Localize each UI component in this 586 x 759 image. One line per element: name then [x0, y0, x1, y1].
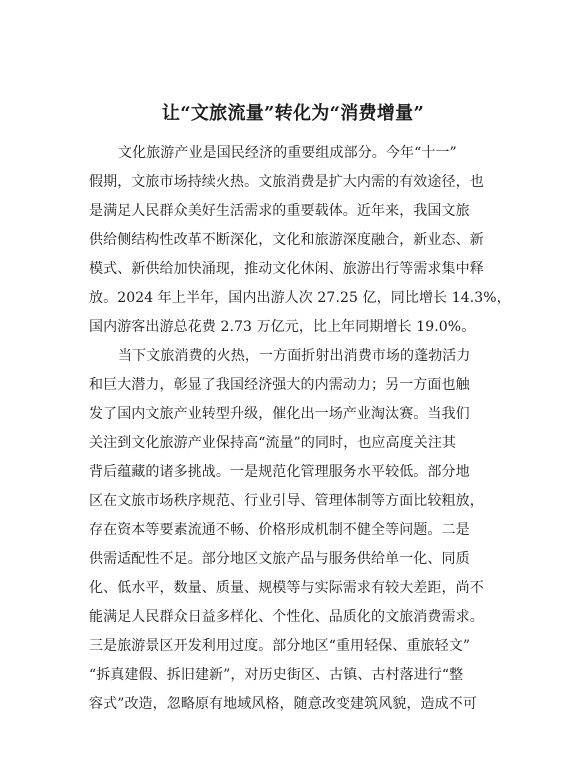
paragraph-2-line: 当下文旅消费的火热，一方面折射出消费市场的蓬勃活力 — [118, 348, 471, 364]
paragraph-1-line: 供给侧结构性改革不断深化，文化和旅游深度融合，新业态、新 — [89, 232, 484, 248]
paragraph-2-line: 区在文旅市场秩序规范、行业引导、管理体制等方面比较粗放， — [89, 493, 484, 509]
paragraph-1-line: 模式、新供给加快涌现，推动文化休闲、旅游出行等需求集中释 — [89, 261, 484, 277]
paragraph-1-line: 文化旅游产业是国民经济的重要组成部分。今年“十一” — [118, 145, 457, 161]
paragraph-2-line: 供需适配性不足。部分地区文旅产品与服务供给单一化、同质 — [89, 551, 470, 567]
paragraph-1-line: 放。2024 年上半年，国内出游人次 27.25 亿，同比增长 14.3%， — [89, 290, 511, 306]
paragraph-1-line: 是满足人民群众美好生活需求的重要载体。近年来，我国文旅 — [89, 203, 470, 219]
paragraph-2-line: 关注到文化旅游产业保持高“流量”的同时，也应高度关注其 — [89, 435, 457, 451]
paragraph-2-line: “拆真建假、拆旧建新”，对历史街区、古镇、古村落进行“整 — [89, 667, 464, 683]
paragraph-1-line: 国内游客出游总花费 2.73 万亿元，比上年同期增长 19.0%。 — [89, 319, 476, 335]
paragraph-2-line: 化、低水平，数量、质量、规模等与实际需求有较大差距，尚不 — [89, 580, 484, 596]
paragraph-2-line: 背后蕴藏的诸多挑战。一是规范化管理服务水平较低。部分地 — [89, 464, 470, 480]
paragraph-2-line: 能满足人民群众日益多样化、个性化、品质化的文旅消费需求。 — [89, 609, 484, 625]
paragraph-1-line: 假期，文旅市场持续火热。文旅消费是扩大内需的有效途径，也 — [89, 174, 484, 190]
paragraph-2-line: 和巨大潜力，彰显了我国经济强大的内需动力；另一方面也触 — [89, 377, 470, 393]
article-title: 让“文旅流量”转化为“消费增量” — [161, 103, 425, 124]
paragraph-2-line: 三是旅游景区开发利用过度。部分地区“重用轻保、重旅轻文” — [89, 638, 471, 654]
paragraph-2-line: 存在资本等要素流通不畅、价格形成机制不健全等问题。二是 — [89, 522, 470, 538]
paragraph-2-line: 发了国内文旅产业转型升级，催化出一场产业淘汰赛。当我们 — [89, 406, 470, 422]
paragraph-2-line: 容式”改造，忽略原有地域风格，随意改变建筑风貌，造成不可 — [89, 696, 477, 712]
